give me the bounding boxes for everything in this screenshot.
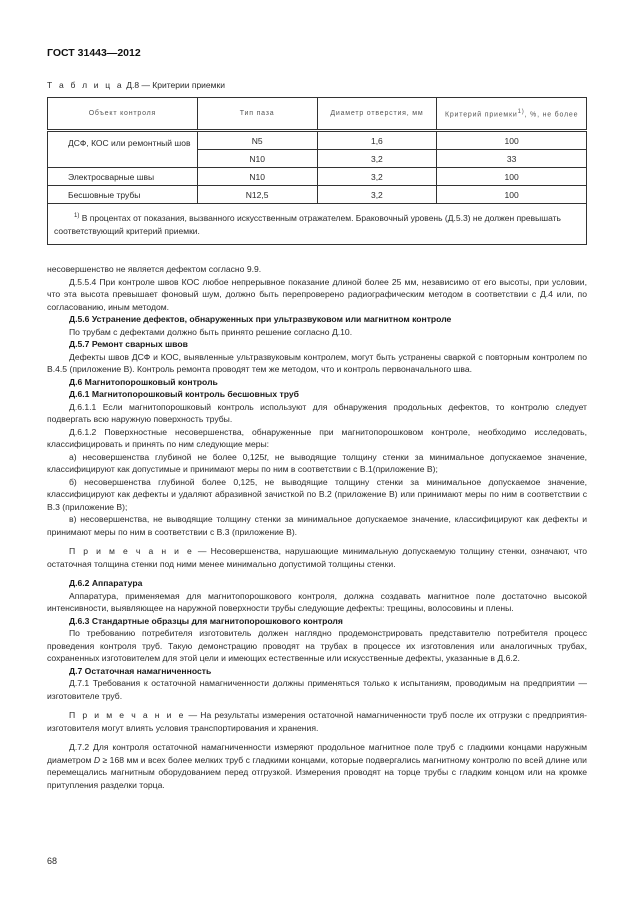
text: ≥ 168 мм и всех более мелких труб с гладкими концами, которые подвергались магнитному контролю по всей длине или перемещались магнитным оборудованием перед отгрузкой. Измерения проводят на торце трубы с гладким концом или на кромке притупления разделки торца.: [47, 754, 587, 790]
header-diameter: Диаметр отверстия, мм: [317, 98, 437, 131]
footnote-text: В процентах от показания, вызванного искусственным отражателем. Браковочный уровень (Д.5.3) не должен превышать соответствующий критерий приемки.: [54, 212, 561, 236]
section-heading: Д.6.2 Аппаратура: [69, 578, 143, 588]
cell-object: Бесшовные трубы: [48, 186, 198, 204]
cell-criterion: 100: [437, 131, 587, 150]
table-row: [48, 186, 587, 204]
footnote-ref: 1): [517, 108, 525, 115]
note-text: — Несовершенства, нарушающие минимальную допускаемую толщину стенки, означают, что остаточная толщина стенки под ними менее минимально допустимой толщины стенки.: [47, 546, 587, 569]
section-heading: Д.7 Остаточная намагниченность: [69, 665, 212, 676]
list-item: б) несовершенства глубиной более 0,125, не выводящие толщину стенки за минимальное допускаемое значение, классифицируют как дефекты и удаляют абразивной зачисткой по В.2 (приложение В) или принимают меры по ним в соответствии с В.3 (приложение В);: [47, 476, 587, 512]
text-italic: t: [264, 451, 267, 462]
cell-diameter: 3,2: [317, 150, 437, 168]
text: , не выводящие толщину стенки за минимальное допускаемое значение, классифицируют как допустимые и принимают меры по ним в соответствии с В.1(приложение В);: [47, 451, 587, 474]
paragraph: Аппаратура, применяемая для магнитопорошкового контроля, должна создавать магнитное поле достаточно высокой интенсивности, выявляющее на наружной поверхности трубы следующие дефекты: трещины, волосовины и плены.: [47, 590, 587, 613]
footnote-mark: 1): [74, 213, 80, 220]
cell-type: N10: [197, 168, 317, 186]
note-text: — На результаты измерения остаточной намагниченности труб после их отгрузки с предприятия-изготовителя могут влиять условия транспортирования и хранения.: [47, 710, 588, 733]
paragraph: По трубам с дефектами должно быть принято решение согласно Д.10.: [69, 326, 353, 337]
cell-criterion: 100: [437, 186, 587, 204]
header-object: Объект контроля: [48, 98, 198, 131]
note-label: П р и м е ч а н и е: [69, 710, 186, 720]
paragraph: Д.6.1.1 Если магнитопорошковый контроль используют для обнаружения продольных дефектов, то контролю следует подвергать всю наружную поверхность трубы.: [47, 401, 587, 424]
cell-type: N5: [197, 131, 317, 150]
paragraph: несовершенство не является дефектом согласно 9.9.: [47, 264, 262, 274]
cell-diameter: 3,2: [317, 186, 437, 204]
header-type: Тип паза: [197, 98, 317, 131]
section-heading: Д.5.6 Устранение дефектов, обнаруженных при ультразвуковом или магнитном контроле: [69, 314, 452, 324]
acceptance-criteria-table: [47, 97, 587, 245]
cell-diameter: 1,6: [317, 131, 437, 150]
cell-diameter: 3,2: [317, 168, 437, 186]
cell-criterion: 33: [437, 150, 587, 168]
section-heading: Д.6 Магнитопорошковый контроль: [69, 376, 218, 387]
table-caption-label: Т а б л и ц а: [47, 80, 124, 90]
paragraph: Д.5.5.4 При контроле швов КОС любое непрерывное показание длиной более 25 мм, независимо от его высоты, при условии, что эта высота превышает фоновый шум, должно быть перепроверено радиографическим методом в соответствии с Д.4 или, по согласованию, иным методом.: [47, 276, 587, 312]
cell-criterion: 100: [437, 168, 587, 186]
section-heading: Д.6.3 Стандартные образцы для магнитопорошкового контроля: [69, 615, 343, 626]
table-footnote-row: [48, 204, 587, 245]
table-caption-text: Д.8 — Критерии приемки: [123, 80, 225, 90]
list-item: в) несовершенства, не выводящие толщину стенки за минимальное допускаемое значение, классифицируют как дефекты и принимают меры по ним в соответствии с В.3 (приложение В).: [47, 514, 587, 537]
table-row: [48, 168, 587, 186]
table-header-row: [48, 98, 587, 131]
header-criterion-unit: , %, не более: [524, 111, 579, 119]
document-body: [47, 263, 587, 791]
paragraph: Д.7.1 Требования к остаточной намагниченности должны применяться только к испытаниям, проводимым на предприятии — изготовителе труб.: [47, 678, 587, 701]
page-number: 68: [47, 856, 58, 866]
section-heading: Д.5.7 Ремонт сварных швов: [69, 339, 188, 349]
cell-object: Электросварные швы: [48, 168, 198, 186]
paragraph: Д.6.1.2 Поверхностные несовершенства, обнаруженные при магнитопорошковом контроле, необходимо исследовать, классифицировать и принять по ним следующие меры:: [47, 426, 587, 449]
document-header: ГОСТ 31443—2012: [47, 47, 141, 59]
paragraph: Дефекты швов ДСФ и КОС, выявленные ультразвуковым контролем, могут быть устранены сваркой с повторным контролем по В.4.5 (приложение В). Контроль ремонта проводят тем же методом, что и контроль первоначального шва.: [47, 351, 587, 374]
header-criterion-text: Критерий приемки: [444, 111, 518, 119]
paragraph: По требованию потребителя изготовитель должен наглядно продемонстрировать представителю потребителя процесс проведения контроля труб. Такую демонстрацию проводят на трубах в процессе их изготовления или аналогичных трубах, сохраненных изготовителем для этой цели и имеющих естественные или искусственные дефекты, указанные в Д.6.2.: [47, 628, 587, 663]
cell-type: N12,5: [197, 186, 317, 204]
cell-type: N10: [197, 150, 317, 168]
table-row: [48, 131, 587, 150]
note: [47, 545, 587, 570]
note: [47, 709, 587, 734]
cell-object: ДСФ, КОС или ремонтный шов: [48, 131, 198, 168]
text: а) несовершенства глубиной не более 0,125: [69, 451, 265, 462]
note-label: П р и м е ч а н и е: [69, 546, 194, 556]
table-footnote: [48, 204, 587, 245]
list-item: [47, 451, 587, 476]
section-heading: Д.6.1 Магнитопорошковый контроль бесшовных труб: [69, 389, 299, 399]
text: Д.7.2 Для контроля остаточной намагниченности измеряют продольное магнитное поле труб с гладкими концами наружным диаметром: [47, 742, 587, 765]
paragraph: [47, 741, 587, 791]
table-caption: [47, 80, 225, 90]
header-criterion: [437, 98, 587, 131]
text-italic: D: [93, 754, 101, 765]
